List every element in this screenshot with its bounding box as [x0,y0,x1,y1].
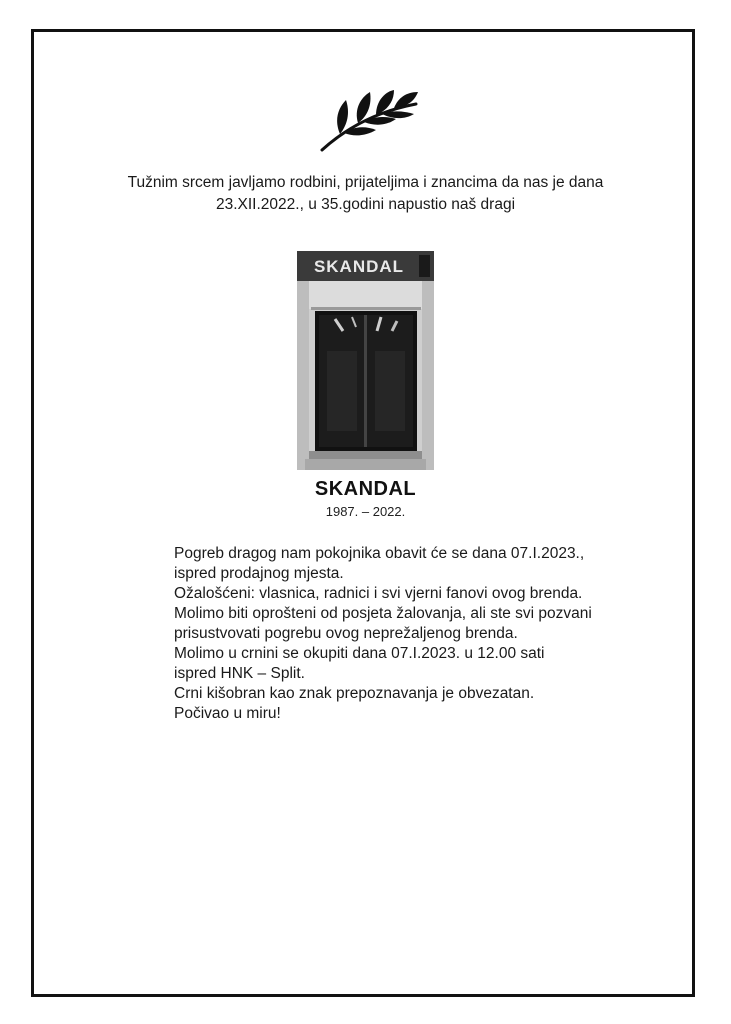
announcement-text [60,172,671,216]
deceased-years: 1987. – 2022. [325,504,406,519]
details-line: Molimo biti oprošteni od posjeta žalovanja, ali ste svi pozvani [174,605,592,622]
funeral-details [174,544,644,724]
laurel-branch-icon [314,86,424,156]
details-line: Crni kišobran kao znak prepoznavanja je obvezatan. [174,685,535,702]
details-line: ispred HNK – Split. [174,665,305,682]
deceased-name: SKANDAL [314,478,417,500]
announcement-line-1: Tužnim srcem javljamo rodbini, prijateljima i znancima da nas je dana [127,174,604,191]
details-line: ispred prodajnog mjesta. [174,565,344,582]
storefront-photo [297,251,434,470]
details-line: Ožalošćeni: vlasnica, radnici i svi vjerni fanovi ovog brenda. [174,585,583,602]
storefront-sign-text: SKANDAL [313,257,405,276]
announcement-line-2: 23.XII.2022., u 35.godini napustio naš dragi [215,196,516,213]
details-line: Molimo u crnini se okupiti dana 07.I.2023. u 12.00 sati [174,645,545,662]
details-line: Pogreb dragog nam pokojnika obavit će se dana 07.I.2023., [174,545,585,562]
details-line: Počivao u miru! [174,705,281,722]
details-line: prisustvovati pogrebu ovog neprežaljenog brenda. [174,625,518,642]
